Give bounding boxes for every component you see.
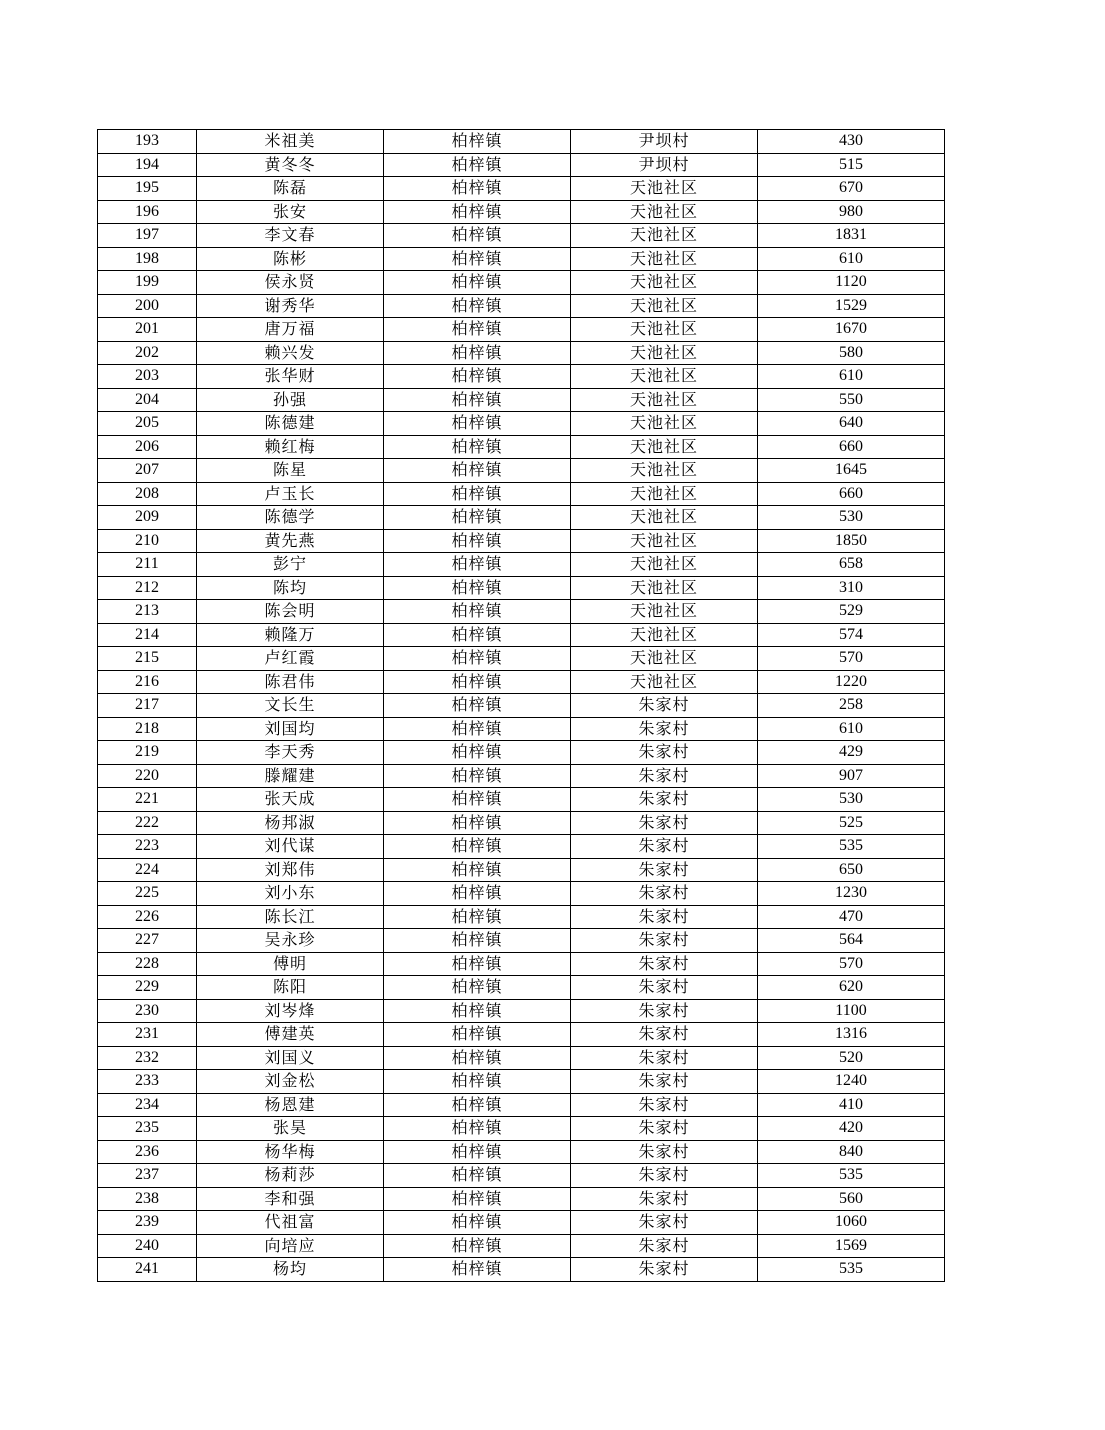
- table-row: [98, 1023, 945, 1047]
- table-row: [98, 1117, 945, 1141]
- village-cell: 天池社区: [571, 412, 758, 436]
- town-cell: 柏梓镇: [384, 1093, 571, 1117]
- table-row: [98, 482, 945, 506]
- row-number-cell: 240: [98, 1234, 197, 1258]
- amount-cell: 430: [758, 130, 945, 154]
- town-cell: 柏梓镇: [384, 623, 571, 647]
- name-cell: 彭宁: [197, 553, 384, 577]
- table-row: [98, 1211, 945, 1235]
- village-cell: 天池社区: [571, 647, 758, 671]
- town-cell: 柏梓镇: [384, 459, 571, 483]
- row-number-cell: 235: [98, 1117, 197, 1141]
- table-row: [98, 294, 945, 318]
- amount-cell: 670: [758, 177, 945, 201]
- name-cell: 刘金松: [197, 1070, 384, 1094]
- amount-cell: 310: [758, 576, 945, 600]
- town-cell: 柏梓镇: [384, 600, 571, 624]
- town-cell: 柏梓镇: [384, 976, 571, 1000]
- name-cell: 赖隆万: [197, 623, 384, 647]
- village-cell: 朱家村: [571, 835, 758, 859]
- name-cell: 杨恩建: [197, 1093, 384, 1117]
- village-cell: 朱家村: [571, 952, 758, 976]
- name-cell: 李文春: [197, 224, 384, 248]
- town-cell: 柏梓镇: [384, 717, 571, 741]
- village-cell: 朱家村: [571, 1117, 758, 1141]
- name-cell: 杨均: [197, 1258, 384, 1282]
- name-cell: 李天秀: [197, 741, 384, 765]
- village-cell: 尹坝村: [571, 130, 758, 154]
- village-cell: 朱家村: [571, 1164, 758, 1188]
- row-number-cell: 221: [98, 788, 197, 812]
- amount-cell: 529: [758, 600, 945, 624]
- row-number-cell: 222: [98, 811, 197, 835]
- table-row: [98, 1070, 945, 1094]
- amount-cell: 410: [758, 1093, 945, 1117]
- table-row: [98, 224, 945, 248]
- village-cell: 天池社区: [571, 388, 758, 412]
- amount-cell: 1831: [758, 224, 945, 248]
- amount-cell: 1240: [758, 1070, 945, 1094]
- village-cell: 天池社区: [571, 200, 758, 224]
- table-row: [98, 905, 945, 929]
- row-number-cell: 226: [98, 905, 197, 929]
- row-number-cell: 216: [98, 670, 197, 694]
- row-number-cell: 215: [98, 647, 197, 671]
- amount-cell: 564: [758, 929, 945, 953]
- town-cell: 柏梓镇: [384, 153, 571, 177]
- village-cell: 朱家村: [571, 905, 758, 929]
- row-number-cell: 227: [98, 929, 197, 953]
- village-cell: 天池社区: [571, 529, 758, 553]
- row-number-cell: 238: [98, 1187, 197, 1211]
- name-cell: 黄冬冬: [197, 153, 384, 177]
- row-number-cell: 197: [98, 224, 197, 248]
- village-cell: 朱家村: [571, 1187, 758, 1211]
- village-cell: 天池社区: [571, 435, 758, 459]
- village-cell: 朱家村: [571, 717, 758, 741]
- village-cell: 朱家村: [571, 1211, 758, 1235]
- town-cell: 柏梓镇: [384, 1117, 571, 1141]
- name-cell: 陈德学: [197, 506, 384, 530]
- town-cell: 柏梓镇: [384, 764, 571, 788]
- table-row: [98, 318, 945, 342]
- village-cell: 天池社区: [571, 482, 758, 506]
- amount-cell: 530: [758, 788, 945, 812]
- village-cell: 天池社区: [571, 623, 758, 647]
- town-cell: 柏梓镇: [384, 905, 571, 929]
- town-cell: 柏梓镇: [384, 1046, 571, 1070]
- table-row: [98, 435, 945, 459]
- table-row: [98, 811, 945, 835]
- town-cell: 柏梓镇: [384, 435, 571, 459]
- town-cell: 柏梓镇: [384, 1140, 571, 1164]
- town-cell: 柏梓镇: [384, 247, 571, 271]
- row-number-cell: 203: [98, 365, 197, 389]
- town-cell: 柏梓镇: [384, 999, 571, 1023]
- table-row: [98, 788, 945, 812]
- town-cell: 柏梓镇: [384, 482, 571, 506]
- amount-cell: 660: [758, 435, 945, 459]
- village-cell: 天池社区: [571, 271, 758, 295]
- village-cell: 朱家村: [571, 976, 758, 1000]
- amount-cell: 420: [758, 1117, 945, 1141]
- table-row: [98, 576, 945, 600]
- village-cell: 朱家村: [571, 882, 758, 906]
- amount-cell: 535: [758, 835, 945, 859]
- amount-cell: 1060: [758, 1211, 945, 1235]
- village-cell: 天池社区: [571, 318, 758, 342]
- table-row: [98, 153, 945, 177]
- name-cell: 赖红梅: [197, 435, 384, 459]
- name-cell: 陈均: [197, 576, 384, 600]
- name-cell: 张安: [197, 200, 384, 224]
- row-number-cell: 231: [98, 1023, 197, 1047]
- town-cell: 柏梓镇: [384, 647, 571, 671]
- row-number-cell: 217: [98, 694, 197, 718]
- amount-cell: 610: [758, 717, 945, 741]
- town-cell: 柏梓镇: [384, 388, 571, 412]
- name-cell: 向培应: [197, 1234, 384, 1258]
- amount-cell: 574: [758, 623, 945, 647]
- row-number-cell: 198: [98, 247, 197, 271]
- name-cell: 孙强: [197, 388, 384, 412]
- amount-cell: 429: [758, 741, 945, 765]
- table-row: [98, 999, 945, 1023]
- village-cell: 朱家村: [571, 1258, 758, 1282]
- village-cell: 天池社区: [571, 341, 758, 365]
- amount-cell: 580: [758, 341, 945, 365]
- name-cell: 滕耀建: [197, 764, 384, 788]
- table-row: [98, 130, 945, 154]
- amount-cell: 1569: [758, 1234, 945, 1258]
- amount-cell: 1230: [758, 882, 945, 906]
- name-cell: 刘国义: [197, 1046, 384, 1070]
- amount-cell: 470: [758, 905, 945, 929]
- town-cell: 柏梓镇: [384, 130, 571, 154]
- name-cell: 陈会明: [197, 600, 384, 624]
- amount-cell: 1645: [758, 459, 945, 483]
- table-row: [98, 388, 945, 412]
- name-cell: 卢红霞: [197, 647, 384, 671]
- town-cell: 柏梓镇: [384, 412, 571, 436]
- village-cell: 天池社区: [571, 177, 758, 201]
- row-number-cell: 228: [98, 952, 197, 976]
- table-row: [98, 623, 945, 647]
- name-cell: 刘岑烽: [197, 999, 384, 1023]
- table-row: [98, 764, 945, 788]
- town-cell: 柏梓镇: [384, 952, 571, 976]
- town-cell: 柏梓镇: [384, 694, 571, 718]
- amount-cell: 258: [758, 694, 945, 718]
- amount-cell: 530: [758, 506, 945, 530]
- table-row: [98, 529, 945, 553]
- row-number-cell: 209: [98, 506, 197, 530]
- amount-cell: 550: [758, 388, 945, 412]
- row-number-cell: 223: [98, 835, 197, 859]
- row-number-cell: 220: [98, 764, 197, 788]
- table-row: [98, 858, 945, 882]
- row-number-cell: 214: [98, 623, 197, 647]
- village-cell: 尹坝村: [571, 153, 758, 177]
- town-cell: 柏梓镇: [384, 177, 571, 201]
- row-number-cell: 239: [98, 1211, 197, 1235]
- village-cell: 朱家村: [571, 1070, 758, 1094]
- town-cell: 柏梓镇: [384, 271, 571, 295]
- row-number-cell: 232: [98, 1046, 197, 1070]
- row-number-cell: 237: [98, 1164, 197, 1188]
- village-cell: 朱家村: [571, 788, 758, 812]
- row-number-cell: 219: [98, 741, 197, 765]
- name-cell: 李和强: [197, 1187, 384, 1211]
- amount-cell: 1670: [758, 318, 945, 342]
- amount-cell: 515: [758, 153, 945, 177]
- amount-cell: 535: [758, 1258, 945, 1282]
- village-cell: 朱家村: [571, 764, 758, 788]
- table-row: [98, 412, 945, 436]
- name-cell: 傅建英: [197, 1023, 384, 1047]
- table-row: [98, 952, 945, 976]
- name-cell: 刘代谋: [197, 835, 384, 859]
- name-cell: 杨邦淑: [197, 811, 384, 835]
- name-cell: 刘国均: [197, 717, 384, 741]
- name-cell: 陈德建: [197, 412, 384, 436]
- row-number-cell: 233: [98, 1070, 197, 1094]
- table-row: [98, 506, 945, 530]
- town-cell: 柏梓镇: [384, 553, 571, 577]
- table-row: [98, 200, 945, 224]
- row-number-cell: 207: [98, 459, 197, 483]
- amount-cell: 658: [758, 553, 945, 577]
- village-cell: 朱家村: [571, 741, 758, 765]
- table-row: [98, 741, 945, 765]
- row-number-cell: 200: [98, 294, 197, 318]
- table-row: [98, 341, 945, 365]
- row-number-cell: 212: [98, 576, 197, 600]
- table-row: [98, 553, 945, 577]
- table-row: [98, 670, 945, 694]
- row-number-cell: 208: [98, 482, 197, 506]
- row-number-cell: 234: [98, 1093, 197, 1117]
- town-cell: 柏梓镇: [384, 341, 571, 365]
- town-cell: 柏梓镇: [384, 200, 571, 224]
- amount-cell: 560: [758, 1187, 945, 1211]
- row-number-cell: 206: [98, 435, 197, 459]
- name-cell: 侯永贤: [197, 271, 384, 295]
- row-number-cell: 225: [98, 882, 197, 906]
- town-cell: 柏梓镇: [384, 858, 571, 882]
- table-row: [98, 177, 945, 201]
- row-number-cell: 193: [98, 130, 197, 154]
- name-cell: 刘小东: [197, 882, 384, 906]
- table-row: [98, 459, 945, 483]
- row-number-cell: 204: [98, 388, 197, 412]
- table-body: [98, 130, 945, 1282]
- village-cell: 朱家村: [571, 1093, 758, 1117]
- table-row: [98, 976, 945, 1000]
- town-cell: 柏梓镇: [384, 365, 571, 389]
- village-cell: 朱家村: [571, 1046, 758, 1070]
- table-row: [98, 835, 945, 859]
- amount-cell: 640: [758, 412, 945, 436]
- amount-cell: 570: [758, 647, 945, 671]
- row-number-cell: 218: [98, 717, 197, 741]
- name-cell: 吴永珍: [197, 929, 384, 953]
- amount-cell: 1529: [758, 294, 945, 318]
- table-row: [98, 929, 945, 953]
- town-cell: 柏梓镇: [384, 318, 571, 342]
- name-cell: 米祖美: [197, 130, 384, 154]
- name-cell: 傅明: [197, 952, 384, 976]
- table-row: [98, 1258, 945, 1282]
- name-cell: 刘郑伟: [197, 858, 384, 882]
- row-number-cell: 199: [98, 271, 197, 295]
- name-cell: 陈磊: [197, 177, 384, 201]
- table-row: [98, 694, 945, 718]
- table-row: [98, 247, 945, 271]
- table-row: [98, 1234, 945, 1258]
- amount-cell: 840: [758, 1140, 945, 1164]
- town-cell: 柏梓镇: [384, 1258, 571, 1282]
- village-cell: 天池社区: [571, 576, 758, 600]
- row-number-cell: 202: [98, 341, 197, 365]
- town-cell: 柏梓镇: [384, 835, 571, 859]
- town-cell: 柏梓镇: [384, 1164, 571, 1188]
- amount-cell: 650: [758, 858, 945, 882]
- amount-cell: 1120: [758, 271, 945, 295]
- town-cell: 柏梓镇: [384, 1023, 571, 1047]
- village-cell: 朱家村: [571, 1023, 758, 1047]
- village-cell: 朱家村: [571, 811, 758, 835]
- amount-cell: 525: [758, 811, 945, 835]
- table-row: [98, 882, 945, 906]
- town-cell: 柏梓镇: [384, 506, 571, 530]
- table-row: [98, 271, 945, 295]
- row-number-cell: 196: [98, 200, 197, 224]
- row-number-cell: 205: [98, 412, 197, 436]
- town-cell: 柏梓镇: [384, 882, 571, 906]
- town-cell: 柏梓镇: [384, 1234, 571, 1258]
- table-row: [98, 600, 945, 624]
- table-row: [98, 1187, 945, 1211]
- table-row: [98, 1140, 945, 1164]
- amount-cell: 1100: [758, 999, 945, 1023]
- town-cell: 柏梓镇: [384, 1211, 571, 1235]
- village-cell: 天池社区: [571, 506, 758, 530]
- town-cell: 柏梓镇: [384, 294, 571, 318]
- village-cell: 朱家村: [571, 694, 758, 718]
- amount-cell: 1220: [758, 670, 945, 694]
- row-number-cell: 236: [98, 1140, 197, 1164]
- village-cell: 天池社区: [571, 553, 758, 577]
- data-table: [97, 129, 945, 1282]
- village-cell: 朱家村: [571, 858, 758, 882]
- name-cell: 陈星: [197, 459, 384, 483]
- amount-cell: 907: [758, 764, 945, 788]
- row-number-cell: 210: [98, 529, 197, 553]
- village-cell: 天池社区: [571, 365, 758, 389]
- amount-cell: 610: [758, 365, 945, 389]
- name-cell: 杨华梅: [197, 1140, 384, 1164]
- village-cell: 天池社区: [571, 459, 758, 483]
- town-cell: 柏梓镇: [384, 1070, 571, 1094]
- town-cell: 柏梓镇: [384, 1187, 571, 1211]
- name-cell: 陈君伟: [197, 670, 384, 694]
- table-row: [98, 1046, 945, 1070]
- row-number-cell: 195: [98, 177, 197, 201]
- amount-cell: 610: [758, 247, 945, 271]
- name-cell: 陈阳: [197, 976, 384, 1000]
- name-cell: 杨莉莎: [197, 1164, 384, 1188]
- village-cell: 天池社区: [571, 600, 758, 624]
- name-cell: 张华财: [197, 365, 384, 389]
- name-cell: 陈长江: [197, 905, 384, 929]
- table-row: [98, 647, 945, 671]
- name-cell: 代祖富: [197, 1211, 384, 1235]
- village-cell: 天池社区: [571, 294, 758, 318]
- row-number-cell: 241: [98, 1258, 197, 1282]
- name-cell: 陈彬: [197, 247, 384, 271]
- table-row: [98, 1164, 945, 1188]
- village-cell: 朱家村: [571, 1234, 758, 1258]
- name-cell: 卢玉长: [197, 482, 384, 506]
- row-number-cell: 211: [98, 553, 197, 577]
- amount-cell: 535: [758, 1164, 945, 1188]
- amount-cell: 520: [758, 1046, 945, 1070]
- name-cell: 唐万福: [197, 318, 384, 342]
- village-cell: 朱家村: [571, 999, 758, 1023]
- row-number-cell: 201: [98, 318, 197, 342]
- row-number-cell: 224: [98, 858, 197, 882]
- village-cell: 天池社区: [571, 224, 758, 248]
- village-cell: 朱家村: [571, 929, 758, 953]
- town-cell: 柏梓镇: [384, 670, 571, 694]
- name-cell: 赖兴发: [197, 341, 384, 365]
- amount-cell: 660: [758, 482, 945, 506]
- amount-cell: 570: [758, 952, 945, 976]
- village-cell: 朱家村: [571, 1140, 758, 1164]
- name-cell: 张昊: [197, 1117, 384, 1141]
- row-number-cell: 229: [98, 976, 197, 1000]
- town-cell: 柏梓镇: [384, 741, 571, 765]
- town-cell: 柏梓镇: [384, 576, 571, 600]
- village-cell: 天池社区: [571, 247, 758, 271]
- table-row: [98, 717, 945, 741]
- amount-cell: 620: [758, 976, 945, 1000]
- town-cell: 柏梓镇: [384, 224, 571, 248]
- name-cell: 张天成: [197, 788, 384, 812]
- village-cell: 天池社区: [571, 670, 758, 694]
- amount-cell: 1316: [758, 1023, 945, 1047]
- row-number-cell: 230: [98, 999, 197, 1023]
- row-number-cell: 194: [98, 153, 197, 177]
- table-row: [98, 1093, 945, 1117]
- town-cell: 柏梓镇: [384, 811, 571, 835]
- town-cell: 柏梓镇: [384, 529, 571, 553]
- row-number-cell: 213: [98, 600, 197, 624]
- name-cell: 谢秀华: [197, 294, 384, 318]
- name-cell: 文长生: [197, 694, 384, 718]
- amount-cell: 1850: [758, 529, 945, 553]
- name-cell: 黄先燕: [197, 529, 384, 553]
- town-cell: 柏梓镇: [384, 929, 571, 953]
- town-cell: 柏梓镇: [384, 788, 571, 812]
- amount-cell: 980: [758, 200, 945, 224]
- table-row: [98, 365, 945, 389]
